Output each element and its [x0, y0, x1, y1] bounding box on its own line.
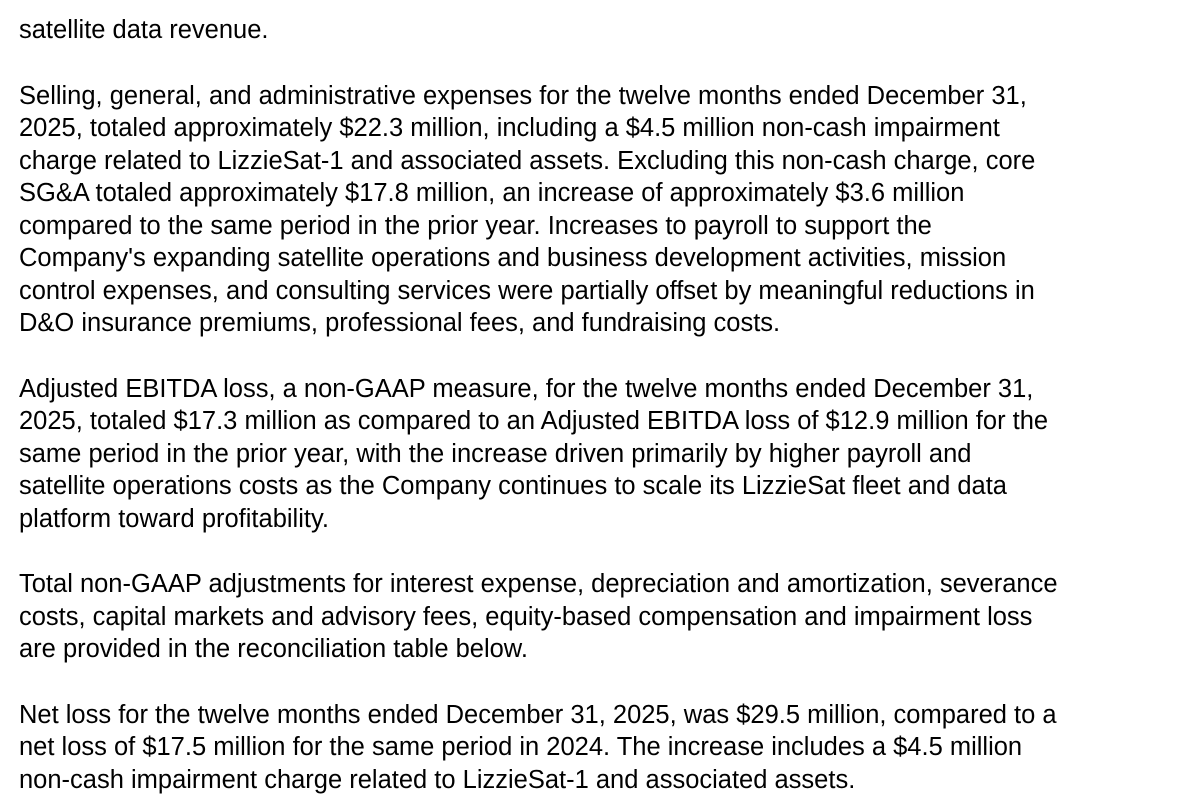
text-line: 2025, totaled approximately $22.3 million, including a $4.5 million non-cash impairment	[19, 114, 1000, 142]
text-line: charge related to LizzieSat-1 and associated assets. Excluding this non-cash charge, core	[19, 147, 1035, 175]
text-line: SG&A totaled approximately $17.8 million, an increase of approximately $3.6 million	[19, 179, 964, 207]
text-line: are provided in the reconciliation table below.	[19, 635, 528, 663]
text-line: satellite operations costs as the Company continues to scale its LizzieSat fleet and data	[19, 472, 1007, 500]
text-line: costs, capital markets and advisory fees, equity-based compensation and impairment loss	[19, 603, 1032, 631]
paragraph-non-gaap-adjustments	[19, 568, 1189, 666]
document-body	[19, 0, 1189, 796]
text-line: Net loss for the twelve months ended December 31, 2025, was $29.5 million, compared to a	[19, 701, 1057, 729]
text-line: non-cash impairment charge related to LizzieSat-1 and associated assets.	[19, 766, 855, 794]
paragraph-net-loss	[19, 699, 1189, 796]
text-line: satellite data revenue.	[19, 16, 269, 44]
text-line: Adjusted EBITDA loss, a non-GAAP measure, for the twelve months ended December 31,	[19, 375, 1033, 403]
text-line: 2025, totaled $17.3 million as compared to an Adjusted EBITDA loss of $12.9 million for the	[19, 407, 1048, 435]
paragraph-revenue-tail	[19, 14, 1189, 47]
text-line: platform toward profitability.	[19, 505, 329, 533]
text-line: D&O insurance premiums, professional fees, and fundraising costs.	[19, 309, 780, 337]
text-line: Selling, general, and administrative expenses for the twelve months ended December 31,	[19, 82, 1027, 110]
paragraph-sga-expenses	[19, 80, 1189, 340]
text-line: net loss of $17.5 million for the same period in 2024. The increase includes a $4.5 million	[19, 733, 1022, 761]
text-line: same period in the prior year, with the increase driven primarily by higher payroll and	[19, 440, 971, 468]
text-line: compared to the same period in the prior year. Increases to payroll to support the	[19, 212, 932, 240]
paragraph-adjusted-ebitda	[19, 373, 1189, 536]
text-line: control expenses, and consulting services were partially offset by meaningful reductions in	[19, 277, 1035, 305]
text-line: Company's expanding satellite operations and business development activities, mission	[19, 244, 1006, 272]
text-line: Total non-GAAP adjustments for interest expense, depreciation and amortization, severance	[19, 570, 1058, 598]
